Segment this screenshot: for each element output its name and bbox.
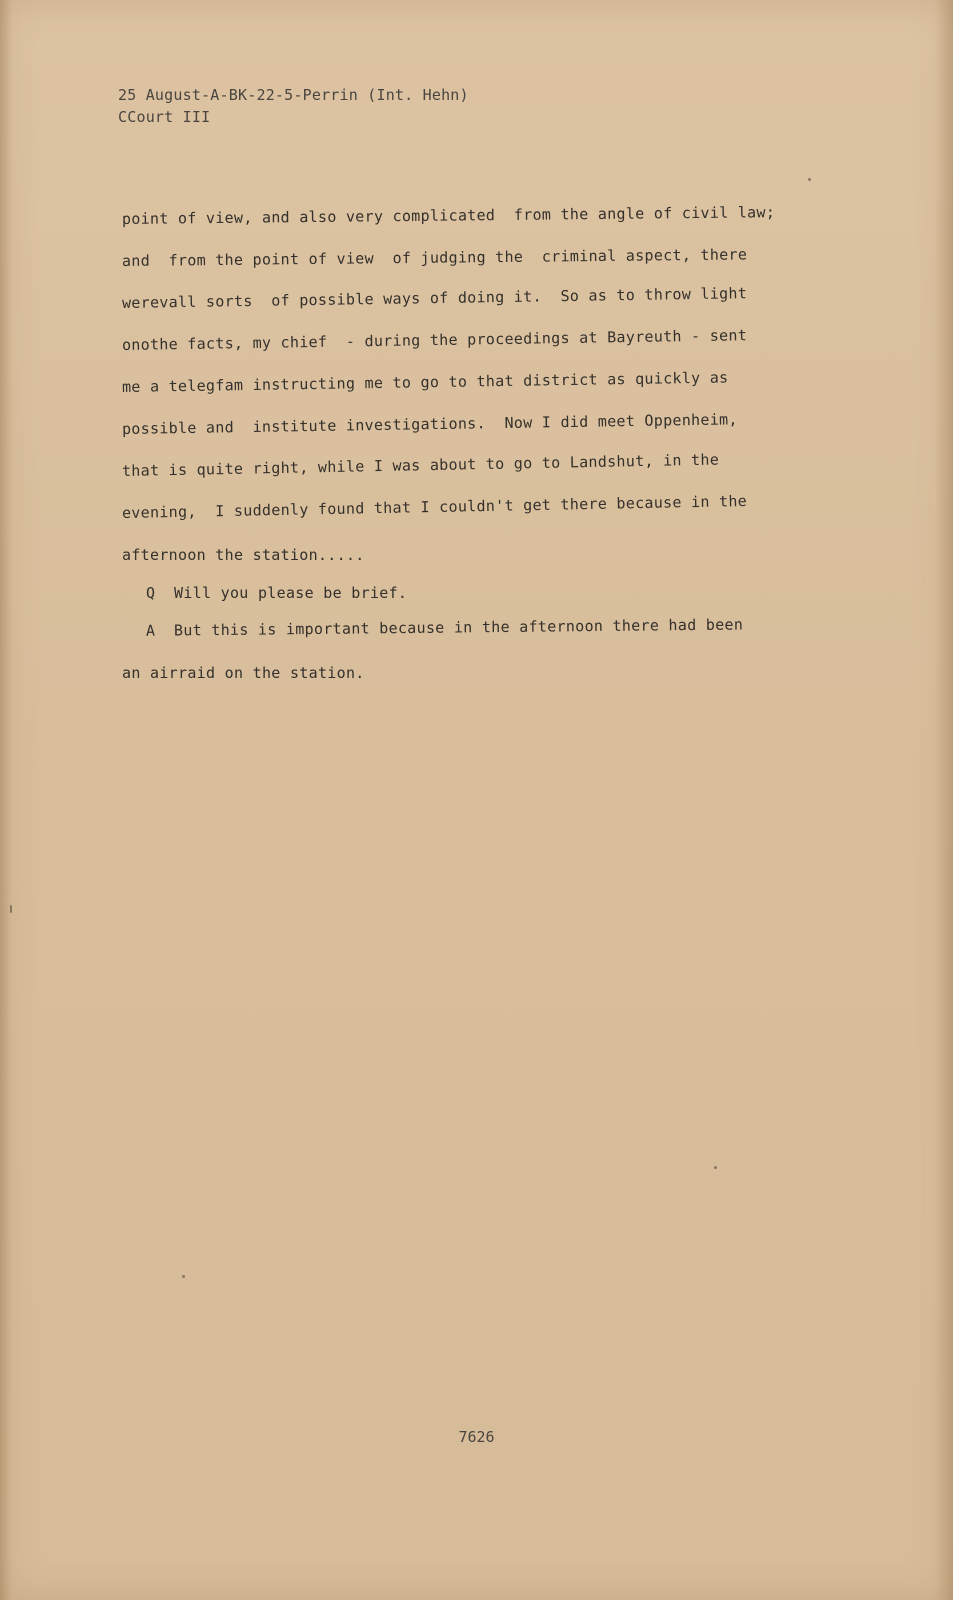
transcript-line: evening, I suddenly found that I couldn't get there because in the	[121, 491, 748, 522]
paper-speck	[714, 1166, 717, 1169]
transcript-line: and from the point of view of judging the criminal aspect, there	[121, 245, 748, 270]
question-line: Q Will you please be brief.	[146, 584, 408, 602]
transcript-line: possible and institute investigations. Now I did meet Oppenheim,	[121, 410, 738, 438]
transcript-line: onothe facts, my chief - during the proceedings at Bayreuth - sent	[121, 326, 748, 354]
page-edge-shadow-right	[935, 0, 953, 1600]
transcript-line: werevall sorts of possible ways of doing it. So as to throw light	[121, 284, 748, 312]
transcript-line: me a telegfam instructing me to go to that district as quickly as	[121, 368, 729, 396]
header-court-line: CCourt III	[118, 108, 211, 126]
paper-speck	[182, 1275, 185, 1278]
transcript-line: point of view, and also very complicated from the angle of civil law;	[121, 203, 776, 228]
paper-speck	[10, 905, 12, 913]
transcript-body	[122, 198, 822, 694]
page-number: 7626	[458, 1428, 495, 1446]
transcript-line: that is quite right, while I was about to go to Landshut, in the	[121, 450, 720, 480]
transcript-line: afternoon the station.....	[122, 546, 365, 564]
header-reference-line: 25 August-A-BK-22-5-Perrin (Int. Hehn)	[118, 86, 469, 104]
answer-continuation-line: an airraid on the station.	[122, 664, 365, 682]
document-header	[118, 84, 469, 128]
answer-line: A But this is important because in the afternoon there had been	[145, 615, 744, 640]
page-edge-shadow-left	[0, 0, 12, 1600]
paper-speck	[808, 178, 811, 181]
